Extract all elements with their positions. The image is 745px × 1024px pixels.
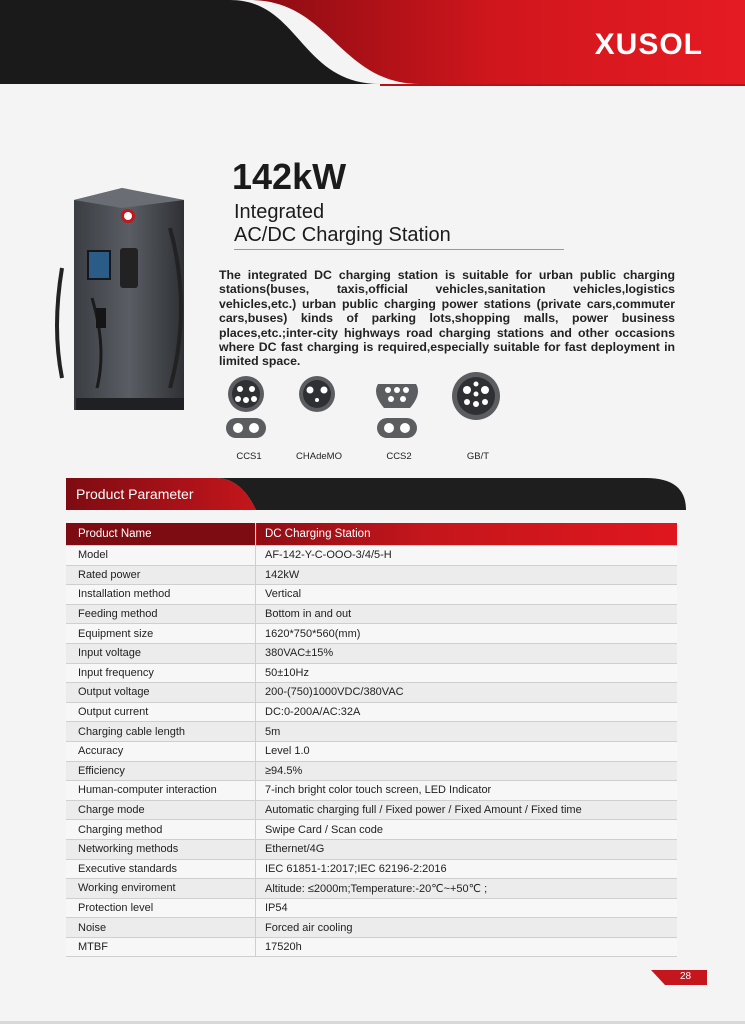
table-row [66,663,677,683]
param-key: Feeding method [66,604,256,624]
table-row [66,643,677,663]
table-row [66,565,677,585]
connector-ccs1 [214,372,284,462]
table-row [66,879,677,899]
table-header-value: DC Charging Station [256,523,678,546]
table-row [66,859,677,879]
connector-label: CCS1 [236,451,262,462]
param-value: 5m [256,722,678,742]
table-row [66,761,677,781]
table-row [66,839,677,859]
product-subtitle [234,201,564,247]
table-row [66,546,677,566]
param-key: Equipment size [66,624,256,644]
param-value: Ethernet/4G [256,839,678,859]
param-key: Model [66,546,256,566]
table-header-row [66,523,677,546]
connector-label: CHAdeMO [296,451,342,462]
subtitle-line-1: Integrated [234,201,325,223]
title-divider [234,249,564,250]
table-row [66,898,677,918]
param-value: 50±10Hz [256,663,678,683]
param-key: Networking methods [66,839,256,859]
param-key: Charging method [66,820,256,840]
param-value: Bottom in and out [256,604,678,624]
param-value: 142kW [256,565,678,585]
param-value: Altitude: ≤2000m;Temperature:-20℃~+50℃ ; [256,879,678,899]
table-row [66,683,677,703]
chademo-plug-icon [284,372,354,448]
ccs1-plug-icon [214,372,284,448]
page-number-tab [651,970,707,985]
connector-types [214,372,534,462]
param-value: Automatic charging full / Fixed power / Fixed Amount / Fixed time [256,800,678,820]
table-row [66,800,677,820]
param-key: Protection level [66,898,256,918]
param-key: Output current [66,702,256,722]
param-key: Installation method [66,585,256,605]
table-row [66,604,677,624]
param-key: Charging cable length [66,722,256,742]
table-row [66,702,677,722]
connector-ccs2 [364,372,434,462]
param-key: Noise [66,918,256,938]
param-value: IEC 61851-1:2017;IEC 62196-2:2016 [256,859,678,879]
param-key: Charge mode [66,800,256,820]
param-key: Human-computer interaction [66,781,256,801]
param-value: IP54 [256,898,678,918]
page-header [0,0,745,86]
param-value: Swipe Card / Scan code [256,820,678,840]
table-row [66,937,677,957]
connector-gbt [443,372,513,462]
table-row [66,918,677,938]
table-row [66,624,677,644]
param-key: Input frequency [66,663,256,683]
table-header-key: Product Name [66,523,256,546]
table-row [66,741,677,761]
section-title: Product Parameter [76,486,194,502]
table-row [66,722,677,742]
param-key: Input voltage [66,643,256,663]
table-row [66,820,677,840]
param-value: 380VAC±15% [256,643,678,663]
param-value: Forced air cooling [256,918,678,938]
param-value: 200-(750)1000VDC/380VAC [256,683,678,703]
param-key: Efficiency [66,761,256,781]
param-value: 1620*750*560(mm) [256,624,678,644]
param-value: Vertical [256,585,678,605]
table-row [66,781,677,801]
table-row [66,585,677,605]
product-description: The integrated DC charging station is suitable for urban public charging stations(buses, taxis,official vehicles,sanitation vehicles,logistics vehicles,etc.) urban public charging power stations (private cars,commuter cars,buses) kinds of parking lots,shopping malls, power business places,etc.;inter-city highways road charging stations and other occasions where DC fast charging is required,especially suitable for fast deployment in limited space. [219,268,675,369]
connector-label: GB/T [466,451,490,462]
param-value: AF-142-Y-C-OOO-3/4/5-H [256,546,678,566]
param-key: Rated power [66,565,256,585]
product-parameter-table [66,523,677,957]
page-number: 28 [680,971,692,982]
param-value: ≥94.5% [256,761,678,781]
brand-logo: XUSOL [594,28,703,61]
charging-station-image [52,188,192,418]
connector-chademo [284,372,354,462]
param-value: 17520h [256,937,678,957]
gbt-plug-icon [443,372,513,448]
param-value: Level 1.0 [256,741,678,761]
subtitle-line-2: AC/DC Charging Station [234,224,451,246]
product-power-title: 142kW [232,156,347,197]
param-key: Working enviroment [66,879,256,899]
param-value: DC:0-200A/AC:32A [256,702,678,722]
param-value: 7-inch bright color touch screen, LED Indicator [256,781,678,801]
param-key: MTBF [66,937,256,957]
connector-label: CCS2 [386,451,412,462]
param-key: Output voltage [66,683,256,703]
param-key: Accuracy [66,741,256,761]
ccs2-plug-icon [364,372,434,448]
param-key: Executive standards [66,859,256,879]
